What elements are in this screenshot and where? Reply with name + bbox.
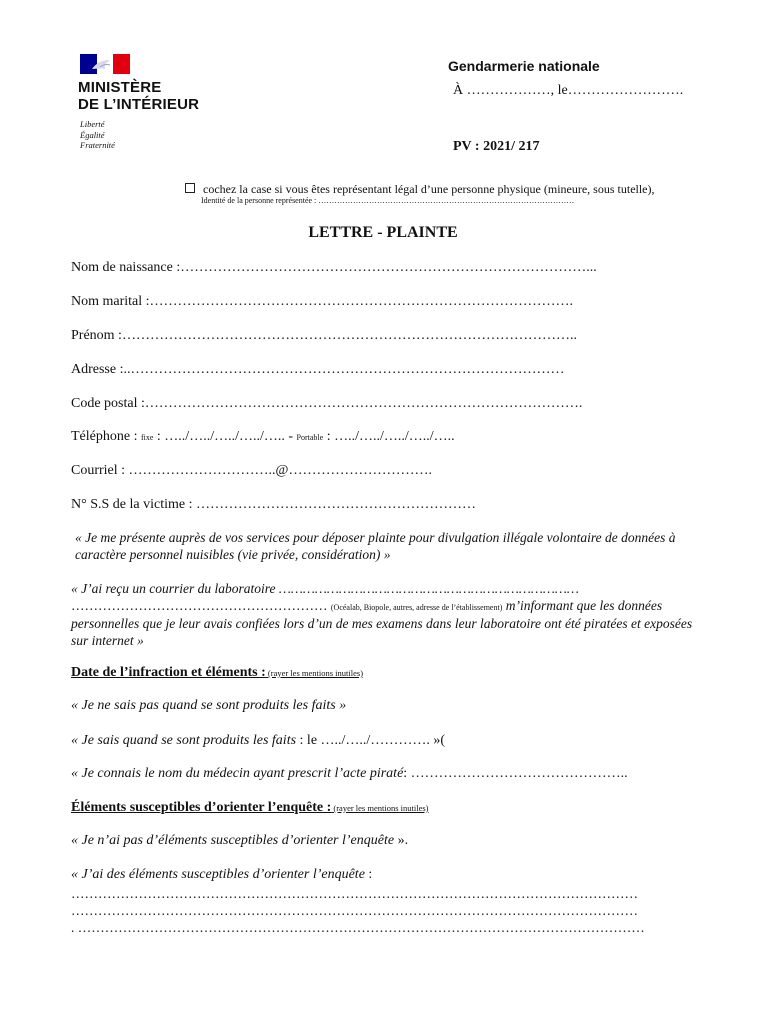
infraction-option-medecin-text: « Je connais le nom du médecin ayant prescrit l’acte piraté bbox=[71, 766, 404, 781]
infraction-option-date[interactable] bbox=[71, 733, 445, 749]
adresse-field[interactable]: Adresse :..………………………………………………………………………………… bbox=[71, 362, 565, 377]
nss-field[interactable]: N° S.S de la victime : …………………………………………………… bbox=[71, 497, 476, 512]
elements-note: (rayer les mentions inutiles) bbox=[331, 803, 429, 813]
representant-legal-checkbox[interactable] bbox=[185, 183, 195, 193]
page-title: LETTRE - PLAINTE bbox=[308, 224, 458, 241]
infraction-heading bbox=[71, 665, 363, 681]
devise-fraternite: Fraternité bbox=[80, 140, 115, 150]
elements-option-some[interactable] bbox=[71, 867, 372, 883]
infraction-heading-text: Date de l’infraction et éléments : bbox=[71, 665, 266, 680]
elements-line-3[interactable]: . ……………………………………………………………………………………………………………… bbox=[71, 920, 645, 935]
declaration-text: « Je me présente auprès de vos services pour déposer plainte pour divulgation illégale volontaire de données à caractère personnel nuisibles (vie privée, considération) » bbox=[75, 530, 676, 562]
devise-egalite: Égalité bbox=[80, 129, 105, 140]
elements-heading-text: Éléments susceptibles d’orienter l’enquête : bbox=[71, 800, 332, 815]
code-postal-field[interactable]: Code postal :…………………………………………………………………………………. bbox=[71, 396, 583, 411]
identite-representee-field[interactable]: Identité de la personne représentée : …………………………………………………………………………………… bbox=[201, 196, 575, 205]
telephone-field[interactable] bbox=[71, 429, 455, 445]
telephone-label: Téléphone : bbox=[71, 429, 141, 444]
ministere-line2: DE L’INTÉRIEUR bbox=[78, 96, 200, 113]
infraction-note: (rayer les mentions inutiles) bbox=[265, 668, 364, 678]
nom-naissance-field[interactable]: Nom de naissance :……………………………………………………………………………... bbox=[71, 260, 597, 275]
portable-label: Portable bbox=[296, 433, 324, 442]
courrier-text: m’informant que les données personnelles que je leur avais confiées lors d’un de mes examens dans leur laboratoire ont été piratées et exposées sur internet » bbox=[71, 597, 693, 648]
infraction-option-medecin[interactable] bbox=[71, 766, 628, 782]
courrier-note: (Océalab, Biopole, autres, adresse de l’établissement) bbox=[330, 602, 503, 612]
courrier-dots[interactable]: ………………………………………………… bbox=[71, 597, 331, 613]
representant-legal-label: cochez la case si vous êtes représentant légal d’une personne physique (mineure, sous tutelle), bbox=[203, 182, 655, 196]
elements-heading bbox=[71, 800, 429, 816]
elements-line-1[interactable]: ……………………………………………………………………………………………………………… bbox=[71, 886, 638, 901]
marianne-flag-logo bbox=[80, 54, 130, 74]
ministere-logo-text bbox=[78, 79, 199, 113]
gendarmerie-title: Gendarmerie nationale bbox=[448, 58, 600, 74]
lieu-date-field[interactable]: À ………………, le……………………. bbox=[453, 83, 684, 98]
infraction-option-date-text: « Je sais quand se sont produits les faits bbox=[71, 733, 297, 748]
courrier-paragraph bbox=[71, 581, 696, 649]
devise bbox=[80, 119, 115, 151]
representant-legal-row bbox=[185, 182, 655, 197]
elements-option-some-text: « J’ai des éléments susceptibles d’orienter l’enquête bbox=[71, 867, 365, 882]
courriel-field[interactable]: Courriel : …………………………..@…………………………. bbox=[71, 463, 432, 478]
prenom-field[interactable]: Prénom :…………………………………………………………………………………….. bbox=[71, 328, 577, 343]
infraction-date-field[interactable]: : le …../…../…………. »( bbox=[296, 733, 445, 748]
fixe-label: fixe bbox=[140, 433, 154, 442]
devise-liberte: Liberté bbox=[80, 119, 105, 129]
pv-number: PV : 2021/ 217 bbox=[453, 139, 540, 154]
portable-value[interactable]: : …../…../…../…../….. bbox=[323, 429, 455, 444]
elements-option-none-text: « Je n’ai pas d’éléments susceptibles d’orienter l’enquête bbox=[71, 833, 395, 848]
infraction-option-unknown[interactable]: « Je ne sais pas quand se sont produits les faits » bbox=[71, 698, 347, 713]
elements-line-2[interactable]: ……………………………………………………………………………………………………………… bbox=[71, 903, 638, 918]
elements-option-none[interactable] bbox=[71, 833, 408, 849]
ministere-line1: MINISTÈRE bbox=[78, 79, 162, 96]
fixe-value[interactable]: : …../…../…../…../….. - bbox=[153, 429, 297, 444]
courrier-line1[interactable]: « J’ai reçu un courrier du laboratoire ………………………………………………………………… bbox=[71, 581, 579, 596]
medecin-field[interactable]: : ……………………………………….. bbox=[403, 766, 628, 781]
elements-option-some-end: : bbox=[364, 867, 373, 882]
nom-marital-field[interactable]: Nom marital :………………………………………………………………………………. bbox=[71, 294, 574, 309]
elements-option-none-end: ». bbox=[394, 833, 409, 848]
